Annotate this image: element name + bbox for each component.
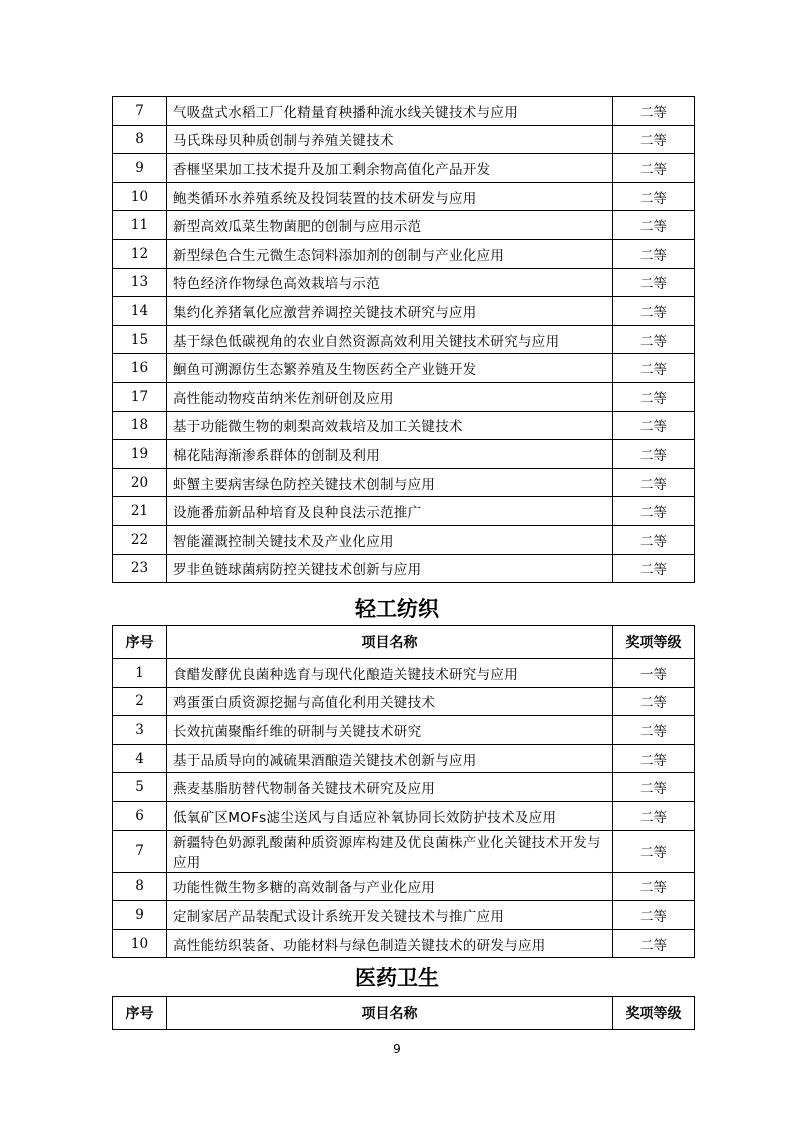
project-name: 食醋发酵优良菌种选育与现代化酿造关键技术研究与应用	[167, 659, 613, 688]
award-grade: 二等	[613, 297, 695, 326]
table-header-row	[113, 997, 695, 1030]
project-name: 新型高效瓜菜生物菌肥的创制与应用示范	[167, 211, 613, 240]
row-number: 3	[113, 716, 167, 745]
table-row	[113, 325, 695, 354]
award-grade: 二等	[613, 773, 695, 802]
medicine-table	[112, 996, 695, 1030]
project-name: 高性能纺织装备、功能材料与绿色制造关键技术的研发与应用	[167, 929, 613, 958]
row-number: 17	[113, 382, 167, 411]
table-row	[113, 239, 695, 268]
award-grade: 二等	[613, 239, 695, 268]
row-number: 13	[113, 268, 167, 297]
light-industry-table-body	[113, 659, 695, 958]
award-grade: 二等	[613, 716, 695, 745]
award-grade: 二等	[613, 801, 695, 830]
project-name: 基于品质导向的减硫果酒酿造关键技术创新与应用	[167, 744, 613, 773]
award-grade: 二等	[613, 687, 695, 716]
row-number: 19	[113, 440, 167, 469]
award-grade: 二等	[613, 154, 695, 183]
award-grade: 二等	[613, 211, 695, 240]
project-name: 虾蟹主要病害绿色防控关键技术创制与应用	[167, 468, 613, 497]
award-grade: 二等	[613, 440, 695, 469]
header-grade: 奖项等级	[613, 626, 695, 659]
row-number: 2	[113, 687, 167, 716]
award-grade: 二等	[613, 268, 695, 297]
row-number: 12	[113, 239, 167, 268]
row-number: 4	[113, 744, 167, 773]
table-row	[113, 297, 695, 326]
project-name: 燕麦基脂肪替代物制备关键技术研究及应用	[167, 773, 613, 802]
table-row	[113, 659, 695, 688]
award-grade: 二等	[613, 182, 695, 211]
table-row	[113, 773, 695, 802]
award-grade: 二等	[613, 744, 695, 773]
table-row	[113, 125, 695, 154]
table-row	[113, 716, 695, 745]
agriculture-table	[112, 96, 695, 583]
project-name: 定制家居产品装配式设计系统开发关键技术与推广应用	[167, 901, 613, 930]
award-grade: 二等	[613, 411, 695, 440]
project-name: 新型绿色合生元微生态饲料添加剂的创制与产业化应用	[167, 239, 613, 268]
project-name: 气吸盘式水稻工厂化精量育秧播种流水线关键技术与应用	[167, 97, 613, 126]
award-grade: 二等	[613, 354, 695, 383]
project-name: 高性能动物疫苗纳米佐剂研创及应用	[167, 382, 613, 411]
table-row	[113, 554, 695, 583]
award-grade: 二等	[613, 872, 695, 901]
row-number: 6	[113, 801, 167, 830]
award-grade: 二等	[613, 830, 695, 872]
project-name: 集约化养猪氧化应激营养调控关键技术研究与应用	[167, 297, 613, 326]
row-number: 20	[113, 468, 167, 497]
row-number: 14	[113, 297, 167, 326]
table-row	[113, 354, 695, 383]
light-industry-table	[112, 625, 695, 958]
section-title-light-industry: 轻工纺织	[355, 597, 439, 621]
table-row	[113, 382, 695, 411]
project-name: 低氧矿区MOFs滤尘送风与自适应补氧协同长效防护技术及应用	[167, 801, 613, 830]
project-name: 香榧坚果加工技术提升及加工剩余物高值化产品开发	[167, 154, 613, 183]
table-row	[113, 440, 695, 469]
project-name: 基于功能微生物的刺梨高效栽培及加工关键技术	[167, 411, 613, 440]
project-name: 新疆特色奶源乳酸菌种质资源库构建及优良菌株产业化关键技术开发与应用	[167, 830, 613, 872]
page-number: 9	[393, 1042, 401, 1056]
row-number: 15	[113, 325, 167, 354]
table-row	[113, 929, 695, 958]
row-number: 10	[113, 182, 167, 211]
section-title-medicine: 医药卫生	[355, 966, 439, 990]
header-grade: 奖项等级	[613, 997, 695, 1030]
project-name: 鮰鱼可溯源仿生态繁养殖及生物医药全产业链开发	[167, 354, 613, 383]
award-grade: 一等	[613, 659, 695, 688]
award-grade: 二等	[613, 525, 695, 554]
table-row	[113, 901, 695, 930]
table-row	[113, 468, 695, 497]
row-number: 18	[113, 411, 167, 440]
row-number: 23	[113, 554, 167, 583]
project-name: 长效抗菌聚酯纤维的研制与关键技术研究	[167, 716, 613, 745]
row-number: 9	[113, 901, 167, 930]
project-name: 鲍类循环水养殖系统及投饲装置的技术研发与应用	[167, 182, 613, 211]
award-grade: 二等	[613, 125, 695, 154]
header-name: 项目名称	[167, 626, 613, 659]
row-number: 1	[113, 659, 167, 688]
table-header-row	[113, 626, 695, 659]
row-number: 8	[113, 125, 167, 154]
row-number: 8	[113, 872, 167, 901]
table-row	[113, 182, 695, 211]
agriculture-table-body	[113, 97, 695, 583]
table-row	[113, 211, 695, 240]
table-row	[113, 830, 695, 872]
row-number: 5	[113, 773, 167, 802]
row-number: 10	[113, 929, 167, 958]
table-row	[113, 411, 695, 440]
header-no: 序号	[113, 626, 167, 659]
project-name: 特色经济作物绿色高效栽培与示范	[167, 268, 613, 297]
table-row	[113, 687, 695, 716]
table-row	[113, 525, 695, 554]
header-name: 项目名称	[167, 997, 613, 1030]
project-name: 设施番茄新品种培育及良种良法示范推广	[167, 497, 613, 526]
project-name: 智能灌溉控制关键技术及产业化应用	[167, 525, 613, 554]
project-name: 基于绿色低碳视角的农业自然资源高效利用关键技术研究与应用	[167, 325, 613, 354]
header-no: 序号	[113, 997, 167, 1030]
table-row	[113, 744, 695, 773]
project-name: 棉花陆海渐渗系群体的创制及利用	[167, 440, 613, 469]
row-number: 11	[113, 211, 167, 240]
table-row	[113, 154, 695, 183]
award-grade: 二等	[613, 382, 695, 411]
award-grade: 二等	[613, 901, 695, 930]
award-grade: 二等	[613, 929, 695, 958]
award-grade: 二等	[613, 554, 695, 583]
table-row	[113, 497, 695, 526]
table-row	[113, 801, 695, 830]
project-name: 罗非鱼链球菌病防控关键技术创新与应用	[167, 554, 613, 583]
project-name: 功能性微生物多糖的高效制备与产业化应用	[167, 872, 613, 901]
row-number: 22	[113, 525, 167, 554]
award-grade: 二等	[613, 325, 695, 354]
award-grade: 二等	[613, 97, 695, 126]
award-grade: 二等	[613, 497, 695, 526]
table-row	[113, 872, 695, 901]
table-row	[113, 97, 695, 126]
award-grade: 二等	[613, 468, 695, 497]
row-number: 9	[113, 154, 167, 183]
row-number: 16	[113, 354, 167, 383]
row-number: 7	[113, 830, 167, 872]
project-name: 马氏珠母贝种质创制与养殖关键技术	[167, 125, 613, 154]
row-number: 7	[113, 97, 167, 126]
project-name: 鸡蛋蛋白质资源挖掘与高值化利用关键技术	[167, 687, 613, 716]
row-number: 21	[113, 497, 167, 526]
table-row	[113, 268, 695, 297]
